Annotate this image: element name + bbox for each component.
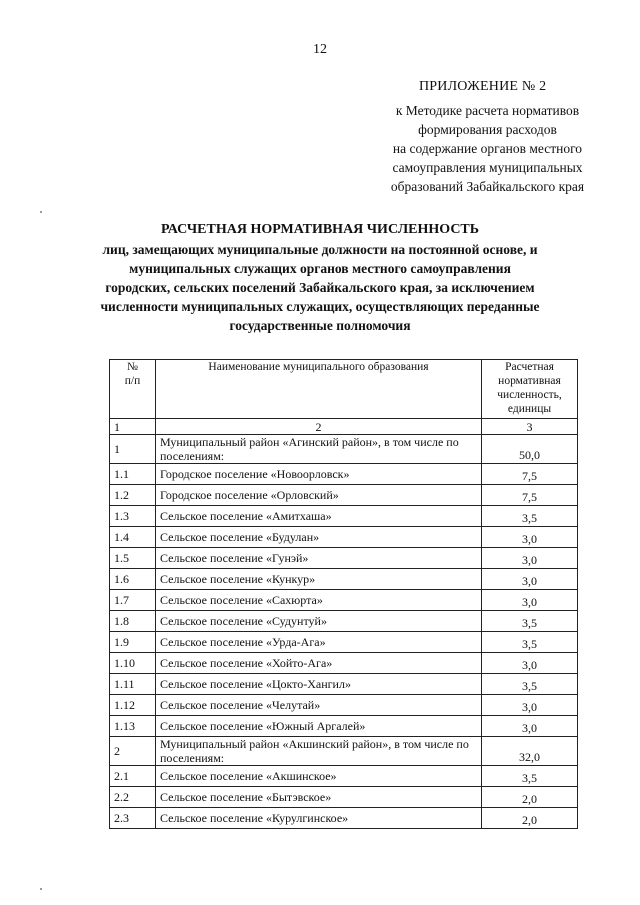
row-value-cell: 32,0	[482, 737, 578, 766]
table-row	[110, 766, 578, 787]
row-number-cell: 1	[110, 435, 156, 464]
appendix-line: образований Забайкальского края	[390, 179, 585, 194]
row-value-cell: 3,0	[482, 695, 578, 716]
appendix-line: к Методике расчета нормативов	[395, 103, 580, 118]
row-number-cell: 1.3	[110, 506, 156, 527]
row-value-cell: 3,5	[482, 766, 578, 787]
page-number: 12	[313, 42, 327, 57]
table-row	[110, 808, 578, 829]
header-number-line: №	[127, 361, 138, 373]
row-name-cell: Сельское поселение «Будулан»	[156, 527, 482, 548]
row-name-cell: Сельское поселение «Сахюрта»	[156, 590, 482, 611]
table-row	[110, 611, 578, 632]
table-row	[110, 548, 578, 569]
row-number-cell: 1.5	[110, 548, 156, 569]
row-value-cell: 3,0	[482, 569, 578, 590]
table-row	[110, 653, 578, 674]
appendix-title: ПРИЛОЖЕНИЕ № 2	[419, 79, 547, 94]
row-number-cell: 1.10	[110, 653, 156, 674]
column-number: 1	[110, 419, 156, 435]
row-number-cell: 1.7	[110, 590, 156, 611]
row-value-cell: 3,0	[482, 548, 578, 569]
table-row	[110, 435, 578, 464]
row-name-cell: Муниципальный район «Акшинский район», в том числе по поселениям:	[156, 737, 482, 766]
header-value-line: единицы	[507, 403, 552, 415]
row-value-cell: 50,0	[482, 435, 578, 464]
row-name-cell: Городское поселение «Орловский»	[156, 485, 482, 506]
row-name-cell: Сельское поселение «Акшинское»	[156, 766, 482, 787]
row-value-cell: 3,5	[482, 674, 578, 695]
row-number-cell: 1.11	[110, 674, 156, 695]
header-number-cell	[110, 360, 156, 419]
row-name-cell: Сельское поселение «Судунтуй»	[156, 611, 482, 632]
row-number-cell: 1.9	[110, 632, 156, 653]
subheading-line: государственные полномочия	[229, 318, 411, 333]
row-number-cell: 2.2	[110, 787, 156, 808]
table-row	[110, 695, 578, 716]
row-name-cell: Сельское поселение «Челутай»	[156, 695, 482, 716]
table-row	[110, 716, 578, 737]
subheading-line: муниципальных служащих органов местного самоуправления	[129, 261, 511, 276]
table-row	[110, 485, 578, 506]
table-row	[110, 787, 578, 808]
row-number-cell: 1.13	[110, 716, 156, 737]
row-name-cell: Сельское поселение «Цокто-Хангил»	[156, 674, 482, 695]
appendix-line: на содержание органов местного	[392, 141, 583, 156]
row-name-cell: Сельское поселение «Амитхаша»	[156, 506, 482, 527]
row-name-cell: Городское поселение «Новоорловск»	[156, 464, 482, 485]
column-number: 3	[482, 419, 578, 435]
row-value-cell: 2,0	[482, 787, 578, 808]
row-name-cell: Сельское поселение «Курулгинское»	[156, 808, 482, 829]
subheading-line: численности муниципальных служащих, осуществляющих переданные	[100, 299, 540, 314]
row-value-cell: 3,5	[482, 506, 578, 527]
header-value-line: Расчетная	[505, 361, 554, 373]
appendix-line: формирования расходов	[418, 122, 557, 137]
row-name-cell: Сельское поселение «Южный Аргалей»	[156, 716, 482, 737]
appendix-line: самоуправления муниципальных	[392, 160, 583, 175]
document-subheading	[80, 240, 560, 335]
scan-mark	[40, 888, 42, 890]
row-number-cell: 2.3	[110, 808, 156, 829]
row-value-cell: 3,0	[482, 653, 578, 674]
row-number-cell: 1.8	[110, 611, 156, 632]
header-value-cell	[482, 360, 578, 419]
row-name-cell: Сельское поселение «Хойто-Ага»	[156, 653, 482, 674]
table-row	[110, 590, 578, 611]
row-number-cell: 2	[110, 737, 156, 766]
header-name-cell: Наименование муниципального образования	[156, 360, 482, 419]
row-value-cell: 2,0	[482, 808, 578, 829]
subheading-line: лиц, замещающих муниципальные должности на постоянной основе, и	[102, 242, 538, 257]
table-row	[110, 632, 578, 653]
table-row	[110, 527, 578, 548]
scan-mark	[40, 211, 42, 213]
header-value-line: численность,	[497, 389, 562, 401]
header-number-line: п/п	[124, 375, 141, 387]
row-number-cell: 2.1	[110, 766, 156, 787]
document-heading: РАСЧЕТНАЯ НОРМАТИВНАЯ ЧИСЛЕННОСТЬ	[160, 222, 480, 237]
row-value-cell: 7,5	[482, 464, 578, 485]
row-number-cell: 1.1	[110, 464, 156, 485]
row-value-cell: 3,0	[482, 590, 578, 611]
table-header-row	[110, 360, 578, 419]
row-value-cell: 3,5	[482, 632, 578, 653]
row-number-cell: 1.12	[110, 695, 156, 716]
table-row	[110, 674, 578, 695]
row-value-cell: 3,5	[482, 611, 578, 632]
row-name-cell: Муниципальный район «Агинский район», в том числе по поселениям:	[156, 435, 482, 464]
row-value-cell: 3,0	[482, 716, 578, 737]
header-value-line: нормативная	[498, 375, 561, 387]
row-value-cell: 3,0	[482, 527, 578, 548]
table-row	[110, 737, 578, 766]
row-number-cell: 1.4	[110, 527, 156, 548]
row-number-cell: 1.2	[110, 485, 156, 506]
table-row	[110, 506, 578, 527]
column-number: 2	[156, 419, 482, 435]
row-name-cell: Сельское поселение «Гунэй»	[156, 548, 482, 569]
staffing-table	[109, 359, 578, 829]
table-row	[110, 464, 578, 485]
row-name-cell: Сельское поселение «Бытэвское»	[156, 787, 482, 808]
row-value-cell: 7,5	[482, 485, 578, 506]
appendix-subtitle	[360, 101, 615, 196]
row-name-cell: Сельское поселение «Урда-Ага»	[156, 632, 482, 653]
row-name-cell: Сельское поселение «Кункур»	[156, 569, 482, 590]
column-numbers-row	[110, 419, 578, 435]
row-number-cell: 1.6	[110, 569, 156, 590]
subheading-line: городских, сельских поселений Забайкальского края, за исключением	[105, 280, 535, 295]
table-row	[110, 569, 578, 590]
